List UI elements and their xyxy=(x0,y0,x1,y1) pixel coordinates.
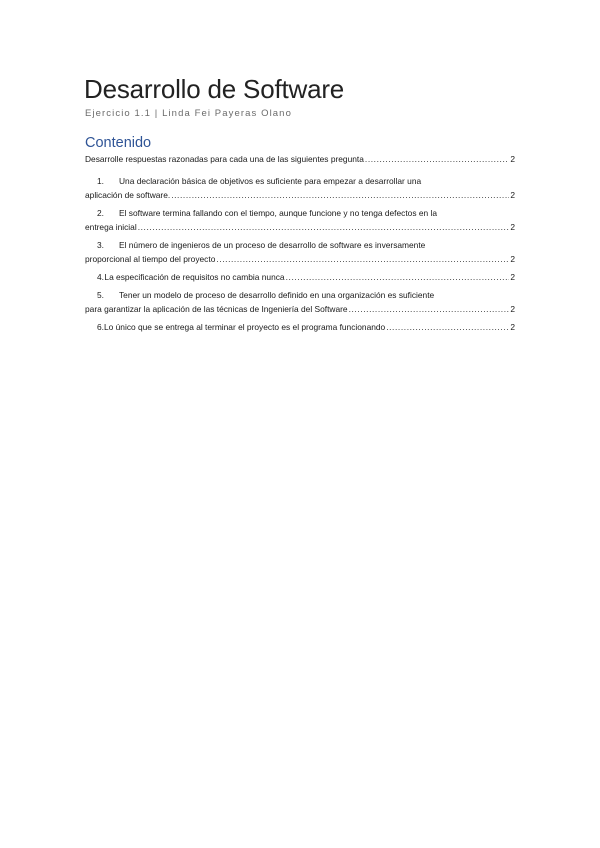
toc-entry-text-continued: para garantizar la aplicación de las técnicas de Ingeniería del Software xyxy=(85,304,348,314)
toc-line xyxy=(85,188,515,202)
toc-entry-text: El software termina fallando con el tiempo, aunque funcione y no tenga defectos en la xyxy=(119,208,437,218)
document-title: Desarrollo de Software xyxy=(84,74,345,104)
toc-entry-text: Una declaración básica de objetivos es suficiente para empezar a desarrollar una xyxy=(119,176,422,186)
toc-entry-2[interactable] xyxy=(85,206,515,234)
toc-entry-first-line xyxy=(85,206,515,220)
toc-entry-5[interactable] xyxy=(85,288,515,316)
toc-entry-1[interactable] xyxy=(85,174,515,202)
toc-entry-text-continued: proporcional al tiempo del proyecto xyxy=(85,254,216,264)
toc-page-number: 2 xyxy=(510,254,515,264)
toc-heading: Contenido xyxy=(85,135,152,151)
toc-entry-number: 4. xyxy=(97,272,104,282)
toc-line xyxy=(85,270,515,284)
toc-leader-dots xyxy=(171,188,509,202)
toc-line xyxy=(85,302,515,316)
toc-line xyxy=(85,320,515,334)
document-subtitle: Ejercicio 1.1 | Linda Fei Payeras Olano xyxy=(85,108,292,119)
toc-page-number: 2 xyxy=(510,322,515,332)
toc-entry-main[interactable] xyxy=(85,152,515,166)
toc-entry-number: 2. xyxy=(97,208,104,218)
toc-entry-number: 3. xyxy=(97,240,104,250)
toc-entry-3[interactable] xyxy=(85,238,515,266)
toc-entry-text: Desarrolle respuestas razonadas para cada una de las siguientes pregunta xyxy=(85,154,364,164)
toc-page-number: 2 xyxy=(510,154,515,164)
toc-entry-text: El número de ingenieros de un proceso de desarrollo de software es inversamente xyxy=(119,240,426,250)
toc-entry-number: 1. xyxy=(97,176,104,186)
toc-entry-number: 6. xyxy=(97,322,104,332)
toc-entry-4[interactable] xyxy=(85,270,515,284)
toc-page-number: 2 xyxy=(510,190,515,200)
toc-entry-number: 5. xyxy=(97,290,104,300)
toc-entry-text-continued: entrega inicial xyxy=(85,222,137,232)
toc-entry-text: La especificación de requisitos no cambia nunca xyxy=(104,272,285,282)
table-of-contents xyxy=(85,152,515,338)
toc-leader-dots xyxy=(349,302,510,316)
toc-entry-text: Tener un modelo de proceso de desarrollo definido en una organización es suficiente xyxy=(119,290,435,300)
toc-leader-dots xyxy=(365,152,509,166)
toc-page-number: 2 xyxy=(510,304,515,314)
toc-leader-dots xyxy=(286,270,510,284)
toc-entry-first-line xyxy=(85,174,515,188)
toc-entry-first-line xyxy=(85,288,515,302)
toc-leader-dots xyxy=(138,220,510,234)
toc-entry-text: Lo único que se entrega al terminar el proyecto es el programa funcionando xyxy=(104,322,386,332)
toc-leader-dots xyxy=(386,320,509,334)
toc-line xyxy=(85,152,515,166)
toc-page-number: 2 xyxy=(510,272,515,282)
toc-line xyxy=(85,252,515,266)
toc-leader-dots xyxy=(216,252,509,266)
toc-entry-text-continued: aplicación de software. xyxy=(85,190,171,200)
toc-line xyxy=(85,220,515,234)
toc-entry-first-line xyxy=(85,238,515,252)
toc-page-number: 2 xyxy=(510,222,515,232)
toc-entry-6[interactable] xyxy=(85,320,515,334)
